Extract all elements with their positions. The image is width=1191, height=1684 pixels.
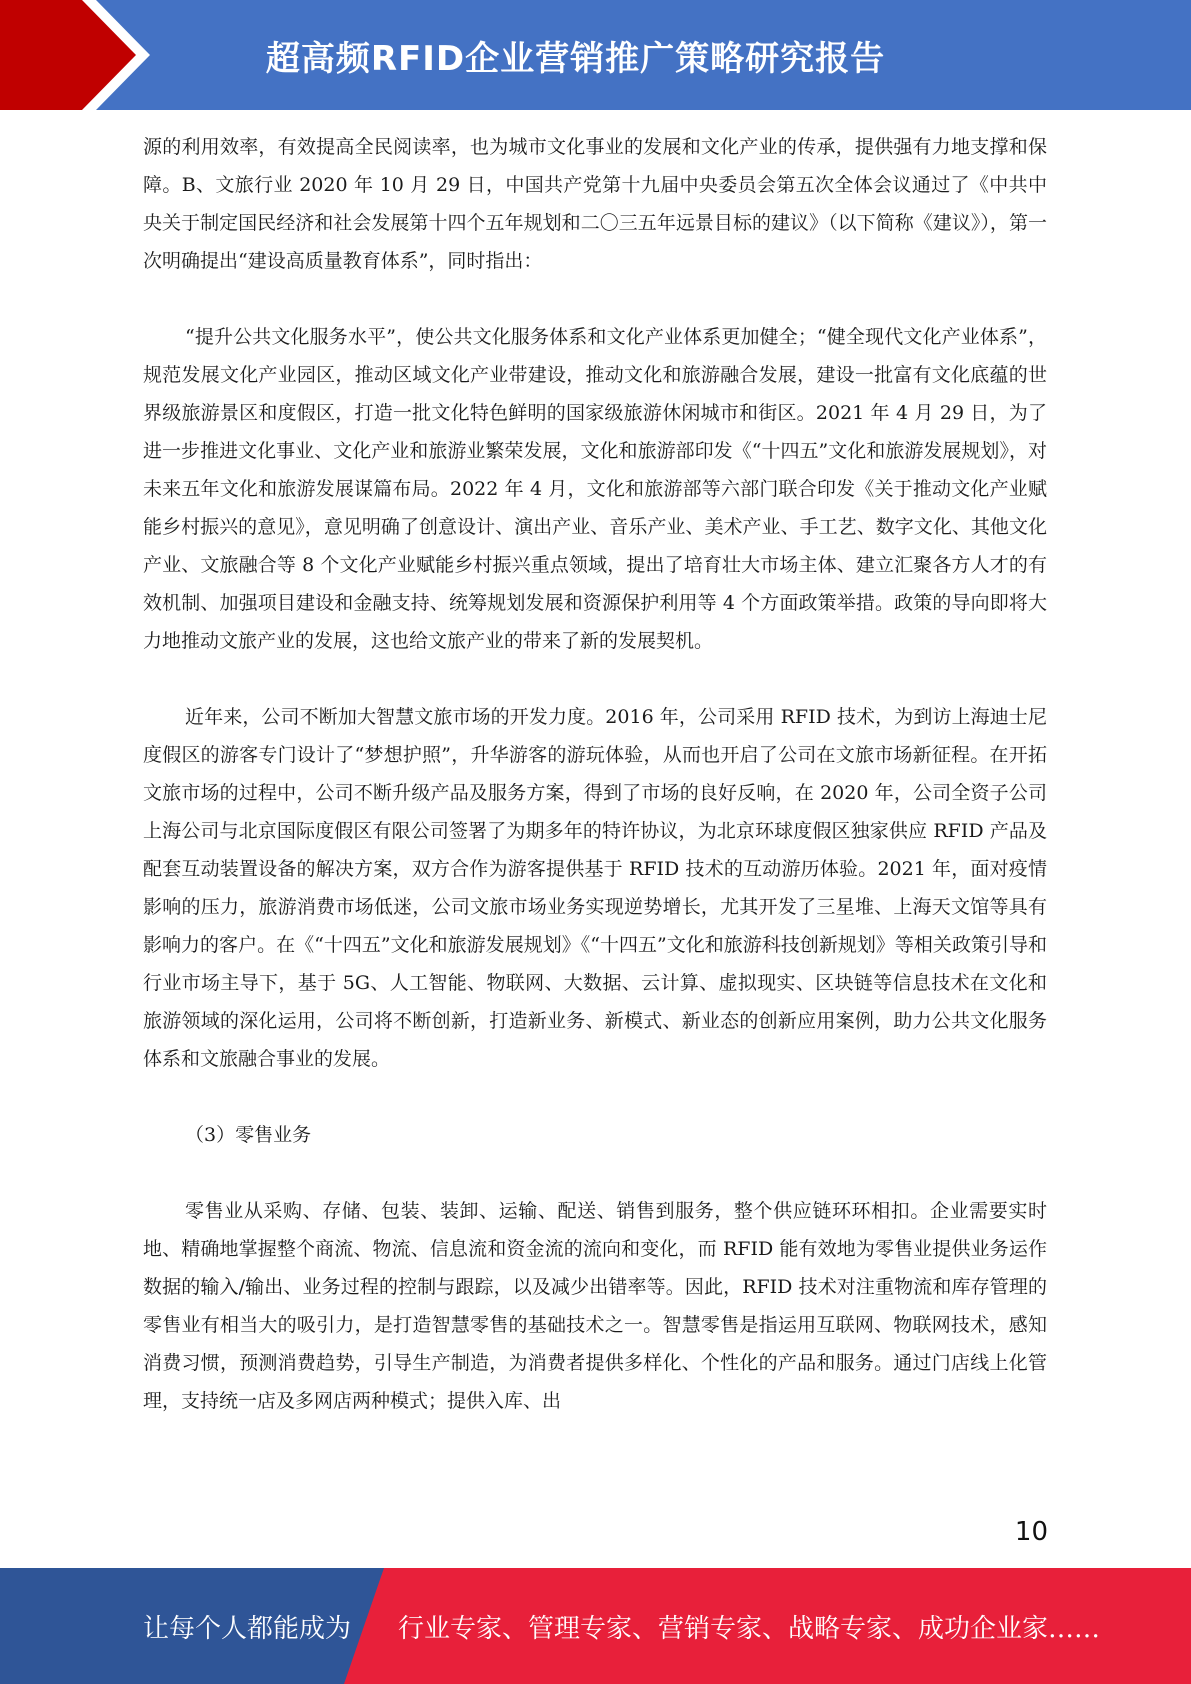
paragraph-continuation: 源的利用效率，有效提高全民阅读率，也为城市文化事业的发展和文化产业的传承，提供强有力地支撑和保障。B、文旅行业 2020 年 10 月 29 日，中国共产党第十九届中央委员会第五次全体会议通过了《中共中央关于制定国民经济和社会发展第十四个五年规划和二〇三五年远景目标的建议》（以下简称《建议》），第一次明确提出“建设高质量教育体系”，同时指出：: [143, 136, 1047, 272]
section-heading-retail: （3）零售业务: [185, 1124, 312, 1146]
page-footer: [0, 1568, 1191, 1684]
page-number: 10: [1014, 1517, 1048, 1547]
footer-slogan-left: 让每个人都能成为: [143, 1613, 352, 1644]
document-title: 超高频RFID企业营销推广策略研究报告: [265, 38, 886, 79]
document-body: [143, 128, 1047, 1458]
paragraph-policy: “提升公共文化服务水平”，使公共文化服务体系和文化产业体系更加健全；“健全现代文化产业体系”，规范发展文化产业园区，推动区域文化产业带建设，推动文化和旅游融合发展，建设一批富有文化底蕴的世界级旅游景区和度假区，打造一批文化特色鲜明的国家级旅游休闲城市和街区。2021 年 4 月 29 日，为了进一步推进文化事业、文化产业和旅游业繁荣发展，文化和旅游部印发《“十四五”文化和旅游发展规划》，对未来五年文化和旅游发展谋篇布局。2022 年 4 月，文化和旅游部等六部门联合印发《关于推动文化产业赋能乡村振兴的意见》，意见明确了创意设计、演出产业、音乐产业、美术产业、手工艺、数字文化、其他文化产业、文旅融合等 8 个文化产业赋能乡村振兴重点领域，提出了培育壮大市场主体、建立汇聚各方人才的有效机制、加强项目建设和金融支持、统筹规划发展和资源保护利用等 4 个方面政策举措。政策的导向即将大力地推动文旅产业的发展，这也给文旅产业的带来了新的发展契机。: [143, 326, 1047, 652]
page-header: [0, 0, 1191, 110]
paragraph-retail: 零售业从采购、存储、包装、装卸、运输、配送、销售到服务，整个供应链环环相扣。企业需要实时地、精确地掌握整个商流、物流、信息流和资金流的流向和变化，而 RFID 能有效地为零售业提供业务运作数据的输入/输出、业务过程的控制与跟踪，以及减少出错率等。因此，RFID 技术对注重物流和库存管理的零售业有相当大的吸引力，是打造智慧零售的基础技术之一。智慧零售是指运用互联网、物联网技术，感知消费习惯，预测消费趋势，引导生产制造，为消费者提供多样化、个性化的产品和服务。通过门店线上化管理，支持统一店及多网店两种模式；提供入库、出: [143, 1200, 1047, 1412]
paragraph-company-tourism: 近年来，公司不断加大智慧文旅市场的开发力度。2016 年，公司采用 RFID 技术，为到访上海迪士尼度假区的游客专门设计了“梦想护照”，升华游客的游玩体验，从而也开启了公司在文旅市场新征程。在开拓文旅市场的过程中，公司不断升级产品及服务方案，得到了市场的良好反响，在 2020 年，公司全资子公司上海公司与北京国际度假区有限公司签署了为期多年的特许协议，为北京环球度假区独家供应 RFID 产品及配套互动装置设备的解决方案，双方合作为游客提供基于 RFID 技术的互动游历体验。2021 年，面对疫情影响的压力，旅游消费市场低迷，公司文旅市场业务实现逆势增长，尤其开发了三星堆、上海天文馆等具有影响力的客户。在《“十四五”文化和旅游发展规划》《“十四五”文化和旅游科技创新规划》等相关政策引导和行业市场主导下，基于 5G、人工智能、物联网、大数据、云计算、虚拟现实、区块链等信息技术在文化和旅游领域的深化运用，公司将不断创新，打造新业务、新模式、新业态的创新应用案例，助力公共文化服务体系和文旅融合事业的发展。: [143, 706, 1047, 1070]
footer-slogan-right: 行业专家、管理专家、营销专家、战略专家、成功企业家……: [398, 1613, 1101, 1644]
red-arrow-icon: [0, 0, 160, 110]
